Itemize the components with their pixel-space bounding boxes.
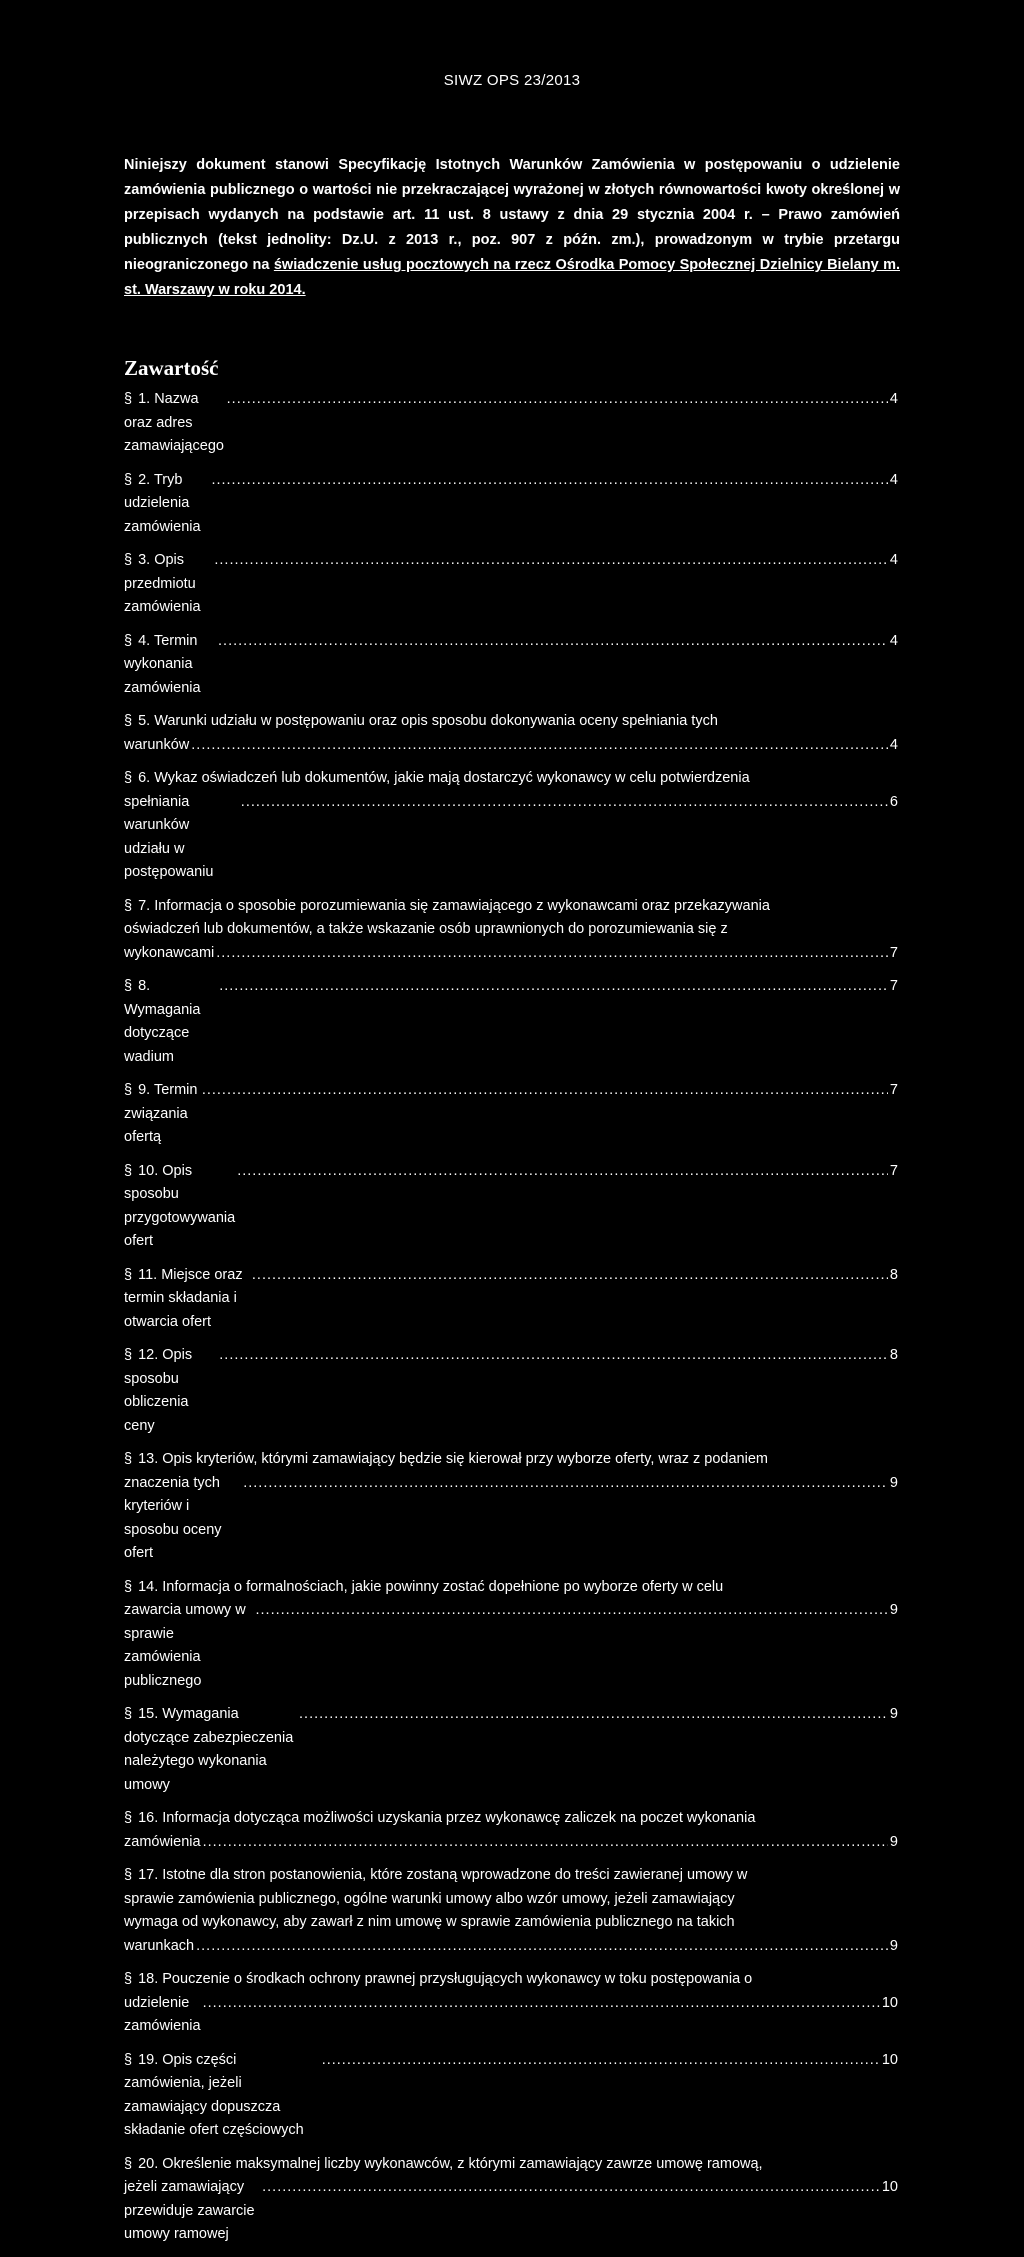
section-symbol: § [124, 978, 133, 994]
toc-entry[interactable] [124, 1576, 898, 1694]
toc-entry-text: warunków [124, 736, 190, 753]
section-symbol: § [124, 1971, 133, 1987]
section-symbol: § [124, 1266, 133, 1283]
toc-leader-dots [322, 2049, 880, 2073]
toc-entry-text: znaczenia tych kryteriów i sposobu oceny ofert [124, 1474, 222, 1561]
toc-entry-text: 13. Opis kryteriów, którymi zamawiający będzie się kierował przy wyborze oferty, wraz z podaniem [138, 1451, 768, 1467]
toc-entry-text: 3. Opis przedmiotu zamówienia [124, 552, 201, 615]
toc-page-number: 7 [889, 1162, 898, 1179]
toc-entry-text: 7. Informacja o sposobie porozumiewania się zamawiającego z wykonawcami oraz przekazywania [138, 897, 770, 914]
toc-entry[interactable] [124, 1079, 898, 1150]
toc-entry-text: 19. Opis części zamówienia, jeżeli zamawiający dopuszcza składanie ofert częściowych [124, 2051, 304, 2138]
toc-entry[interactable] [124, 630, 898, 701]
toc-entry-text: 1. Nazwa oraz adres zamawiającego [124, 391, 224, 454]
section-symbol: § [124, 1162, 133, 1179]
toc-entry-text: 15. Wymagania dotyczące zabezpieczenia należytego wykonania umowy [124, 1706, 294, 1793]
toc-entry-text: 16. Informacja dotycząca możliwości uzyskania przez wykonawcę zaliczek na poczet wykonania [138, 1810, 756, 1826]
intro-paragraph [124, 153, 900, 303]
toc-entry-text: jeżeli zamawiający przewiduje zawarcie umowy ramowej [124, 2179, 255, 2242]
section-symbol: § [124, 1867, 133, 1883]
toc-entry[interactable] [124, 549, 898, 620]
intro-text: Niniejszy dokument stanowi Specyfikację Istotnych Warunków Zamówienia w postępowaniu o udzielenie zamówienia publicznego o wartości nie przekraczającej wyrażonej w złotych równowartości kwoty określonej w przepisach wydanych na podstawie art. 11 ust. 8 ustawy z dnia 29 stycznia 2004 r. – Prawo zamówień publicznych (tekst jednolity: Dz.U. z 2013 r., poz. 907 z późn. zm.), prowadzonym w trybie przetargu nieograniczonego na [124, 157, 900, 273]
toc-entry-text: 6. Wykaz oświadczeń lub dokumentów, jakie mają dostarczyć wykonawcy w celu potwierdzenia [138, 770, 750, 786]
intro-underlined-text: świadczenie usług pocztowych na rzecz Ośrodka Pomocy Społecznej Dzielnicy Bielany m. st. Warszawy w roku 2014. [124, 257, 900, 298]
table-of-contents [124, 388, 898, 2257]
toc-page-number: 4 [889, 391, 898, 407]
toc-leader-dots [211, 469, 887, 493]
toc-page-number: 10 [881, 1994, 898, 2011]
toc-entry-text: udzielenie zamówienia [124, 1994, 201, 2034]
toc-entry[interactable] [124, 710, 898, 757]
toc-entry[interactable] [124, 1448, 898, 1566]
toc-leader-dots [241, 791, 888, 815]
toc-entry-text: sprawie zamówienia publicznego, ogólne warunki umowy albo wzór umowy, jeżeli zamawiający [124, 1890, 735, 1907]
section-symbol: § [124, 1706, 133, 1722]
toc-entry-text: 20. Określenie maksymalnej liczby wykonawców, z którymi zamawiający zawrze umowę ramową, [138, 2155, 763, 2172]
toc-leader-dots [214, 549, 888, 573]
toc-page-number: 6 [889, 793, 898, 810]
toc-entry-text: warunkach [124, 1937, 195, 1954]
toc-entry-text: 17. Istotne dla stron postanowienia, które zostaną wprowadzone do treści zawieranej umowy w [138, 1867, 748, 1883]
toc-page-number: 4 [889, 552, 898, 568]
toc-entry-text: 2. Tryb udzielenia zamówienia [124, 471, 201, 535]
document-header: SIWZ OPS 23/2013 [443, 72, 581, 89]
section-symbol: § [124, 1451, 133, 1467]
toc-leader-dots [243, 1472, 888, 1496]
toc-entry[interactable] [124, 767, 898, 885]
toc-leader-dots [216, 942, 888, 966]
toc-page-number: 8 [889, 1347, 898, 1363]
section-symbol: § [124, 2051, 133, 2068]
toc-entry-text: zamówienia [124, 1833, 201, 1850]
toc-entry[interactable] [124, 388, 898, 459]
toc-entry-text: 8. Wymagania dotyczące wadium [124, 978, 201, 1065]
section-symbol: § [124, 1347, 133, 1363]
toc-entry-text: 9. Termin związania ofertą [124, 1082, 198, 1145]
toc-leader-dots [237, 1160, 888, 1184]
toc-page-number: 4 [889, 632, 898, 649]
toc-leader-dots [252, 1264, 888, 1288]
toc-page-number: 10 [881, 2179, 898, 2195]
toc-entry[interactable] [124, 469, 898, 540]
section-symbol: § [124, 1082, 133, 1098]
toc-entry[interactable] [124, 1807, 898, 1854]
toc-leader-dots [191, 734, 888, 758]
toc-page-number: 4 [889, 736, 898, 753]
toc-entry[interactable] [124, 1160, 898, 1254]
toc-page-number: 7 [889, 1082, 898, 1098]
toc-entry[interactable] [124, 1344, 898, 1438]
section-symbol: § [124, 2155, 133, 2172]
toc-page-number: 7 [889, 944, 898, 961]
toc-page-number: 9 [889, 1937, 898, 1954]
toc-entry-text: 4. Termin wykonania zamówienia [124, 632, 201, 696]
toc-entry[interactable] [124, 975, 898, 1069]
toc-leader-dots [202, 1079, 888, 1103]
toc-entry-text: 11. Miejsce oraz termin składania i otwarcia ofert [124, 1266, 243, 1330]
toc-entry-text: oświadczeń lub dokumentów, a także wskazanie osób uprawnionych do porozumiewania się z [124, 921, 728, 937]
toc-page-number: 9 [889, 1474, 898, 1491]
toc-entry-text: spełniania warunków udziału w postępowaniu [124, 793, 214, 880]
section-symbol: § [124, 1810, 133, 1826]
toc-title: Zawartość [124, 356, 219, 380]
toc-entry[interactable] [124, 2049, 898, 2143]
toc-entry-text: 14. Informacja o formalnościach, jakie powinny zostać dopełnione po wyborze oferty w celu [138, 1578, 724, 1595]
section-symbol: § [124, 1578, 133, 1595]
toc-page-number: 10 [881, 2051, 898, 2068]
toc-entry-text: zawarcia umowy w sprawie zamówienia publicznego [124, 1602, 246, 1689]
toc-page-number: 9 [889, 1706, 898, 1722]
section-symbol: § [124, 632, 133, 649]
toc-entry-text: 12. Opis sposobu obliczenia ceny [124, 1347, 193, 1434]
toc-entry[interactable] [124, 1968, 898, 2039]
toc-entry[interactable] [124, 1264, 898, 1335]
toc-page-number: 8 [889, 1266, 898, 1283]
toc-page-number: 7 [889, 978, 898, 994]
toc-entry-text: wymaga od wykonawcy, aby zawarł z nim umowę w sprawie zamówienia publicznego na takich [124, 1914, 735, 1930]
toc-entry[interactable] [124, 2153, 898, 2247]
toc-leader-dots [203, 1831, 888, 1855]
section-symbol: § [124, 552, 133, 568]
toc-entry-text: 18. Pouczenie o środkach ochrony prawnej przysługujących wykonawcy w toku postępowania o [138, 1971, 753, 1987]
toc-leader-dots [299, 1703, 888, 1727]
toc-entry[interactable] [124, 895, 898, 966]
toc-leader-dots [219, 975, 888, 999]
toc-entry[interactable] [124, 1864, 898, 1958]
toc-entry-text: 5. Warunki udziału w postępowaniu oraz opis sposobu dokonywania oceny spełniania tych [138, 713, 718, 729]
toc-entry-text: 10. Opis sposobu przygotowywania ofert [124, 1162, 236, 1249]
toc-page-number: 9 [889, 1602, 898, 1618]
toc-leader-dots [262, 2176, 880, 2200]
section-symbol: § [124, 471, 133, 488]
section-symbol: § [124, 770, 133, 786]
toc-entry-text: wykonawcami [124, 944, 215, 961]
toc-page-number: 4 [889, 471, 898, 488]
toc-leader-dots [219, 1344, 888, 1368]
toc-leader-dots [255, 1599, 887, 1623]
toc-leader-dots [227, 388, 888, 412]
section-symbol: § [124, 713, 133, 729]
toc-leader-dots [218, 630, 888, 654]
section-symbol: § [124, 391, 133, 407]
toc-page-number: 9 [889, 1833, 898, 1850]
section-symbol: § [124, 897, 133, 914]
toc-leader-dots [196, 1935, 888, 1959]
toc-leader-dots [203, 1992, 880, 2016]
toc-entry[interactable] [124, 1703, 898, 1797]
